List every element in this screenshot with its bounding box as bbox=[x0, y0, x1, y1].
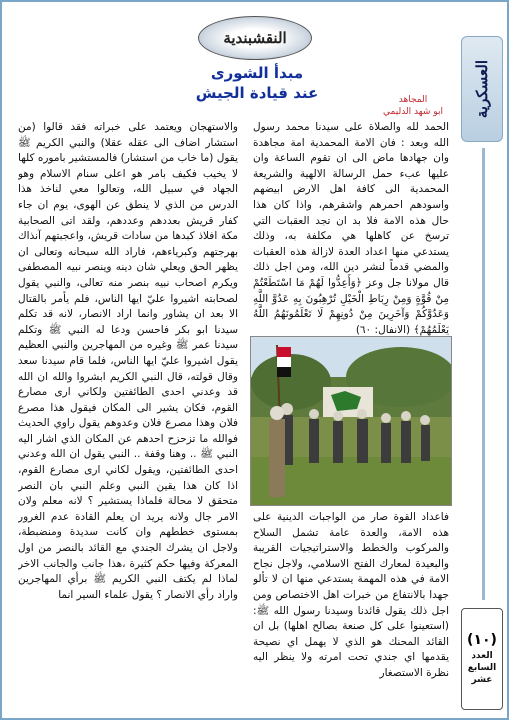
article-column-left: والاستهجان ويعتمد على خبراته فقد قالوا (من استشار اضاف الى عقله عقلا) والنبي الكريم ﷺ يقول (ما خاب من استشار) فالمستشير باموره كلها لا يخيب فكيف بامر هو اعلى سنام الاسلام وهو الجهاد في سبيل الله، وتعالوا معي لناخذ هذا الدرس من الذي لا ينطق عن الهوى، يوم ان جاء كفار قريش بعددهم وعددهم، ولقد اتى الصحابية مكة افلاذ كبدها من سادات قريش، واعجبتهم آنذاك بهرجتهم وكبرياءهم، فاراد الله سبحانه وتعالى ان يظهر الحق ويعلي شان دينه وينصر نبيه المصطفى ويكرم اصحاب نبيه بنصر منه تعالى، والنبي يقول لصحابته اشيروا عليّ ايها الناس، فلم يأمر بالقتال الا بعد ان يشاور وانما اراد الانصار، لانه قد تكلم سيدنا ابو بكر فاحسن ودعا له النبي ﷺ وتكلم سيدنا عمر ﷺ وغيره من المهاجرين والنبي العظيم يقول اشيروا عليّ ايها الناس، فلما قام سيدنا سعد وقال قولته، قال النبي الكريم ابشروا والله ان الله قد وعدني احدى الطائفتين ولكاني ارى مصارع القوم، فكان يشير الى المكان فيقول هذا مصرع فلان وهذا مصرع فلان وعدوهم يقول راوي الحديث فوالله ما تزحزح احدهم عن المكان الذي اشار اليه النبي ﷺ .. وهنا وقفة .. النبي يقول ان الله وعدني احدى الطائفتين، ويقول لكاني ارى مصارع القوم، اذا كان هذا يقين النبي وعلم النبي بان النصر متحقق لا محالة فلماذا يستشير ؟ لانه معلم ولان الامر جال ولانه يريد ان يعلم القادة عدم الغرور بمستوى خططهم وان كانت سديدة ومنضبطة، ولاجل ان يشرك الجندي مع القائد بالنصر من اول المعركة وفيها حكم كثيرة ،هذا جانب والجانب الاخر لماذا لم يكتف النبي الكريم ﷺ برأي المهاجرين واراد رأي الانصار ؟ يقول علماء السير انما bbox=[18, 121, 238, 601]
logo-text: النقشبندية bbox=[223, 29, 287, 47]
article-title-line2: عند قيادة الجيش bbox=[195, 84, 319, 102]
magazine-logo bbox=[198, 16, 312, 60]
author-byline bbox=[373, 94, 453, 118]
section-tab bbox=[461, 36, 503, 142]
author-name: ابو شهد الدليمي bbox=[383, 107, 443, 117]
page-number: (١٠) bbox=[467, 632, 497, 648]
article-title-line1: مبدأ الشورى bbox=[210, 64, 304, 82]
side-strip bbox=[463, 18, 503, 710]
article-column-right-top: الحمد لله والصلاة على سيدنا محمد رسول الله وبعد : فان الامة المحمدية امة مجاهدة وان جهادها ماض الى ان تقوم الساعة وان عليها عبء حمل الرسالة الالهية والشريعة المحمدية الى كافة اهل الارض ابيضهم واسودهم احمرهم واشقرهم، واذا كان هذا حال هذه الامة فلا بد ان تجد العقبات التي ترسخ عن كاهلها هي مكلفة به، وذلك يستدعي منها اعداد العدة لازالة هذه العقبات والمضي قدماً لنشر دين الله، ومن اجل ذلك قال مولانا جل وعز ﴿وَأَعِدُّوا لَهُمْ مَا اسْتَطَعْتُمْ مِنْ قُوَّةٍ وَمِنْ رِبَاطِ الْخَيْلِ تُرْهِبُونَ بِهِ عَدُوَّ اللَّهِ وَعَدُوَّكُمْ وَآخَرِينَ مِنْ دُونِهِمْ لَا تَعْلَمُونَهُمُ اللَّهُ يَعْلَمُهُمْ﴾ (الانفال: ٦٠) bbox=[253, 121, 449, 336]
page-number-box bbox=[461, 608, 503, 710]
article-column-right-bottom: فاعداد القوة صار من الواجبات الدينية على هذه الامة، والعدة عامة تشمل السلاح والمركوب والخطط والاستراتيجيات القريبة والبعيدة لمعارك الفتح الاسلامي، ولاجل نجاح الامة في هذه المهمة يستدعي منها ان لا تألو جهدا بالانتفاع من خبرات اهل الاختصاص ومن اجل ذلك يقول قائدنا وسيدنا رسول الله ﷺ: (استعينوا على كل صنعة بصالح اهلها) بل ان القائد المحنك هو الذي لا يهمل اي نصيحة يقدمها اي جندي تحت امرته ولا ينظر اليه نظرة الاستصغار bbox=[253, 511, 449, 679]
section-label: العسكرية bbox=[473, 59, 491, 119]
article-photo bbox=[250, 336, 452, 506]
author-role: المجاهد bbox=[398, 95, 428, 105]
fighters-photo-illustration bbox=[251, 337, 451, 505]
issue-label: العدد السابع عشر bbox=[467, 651, 497, 685]
side-divider bbox=[482, 148, 485, 600]
